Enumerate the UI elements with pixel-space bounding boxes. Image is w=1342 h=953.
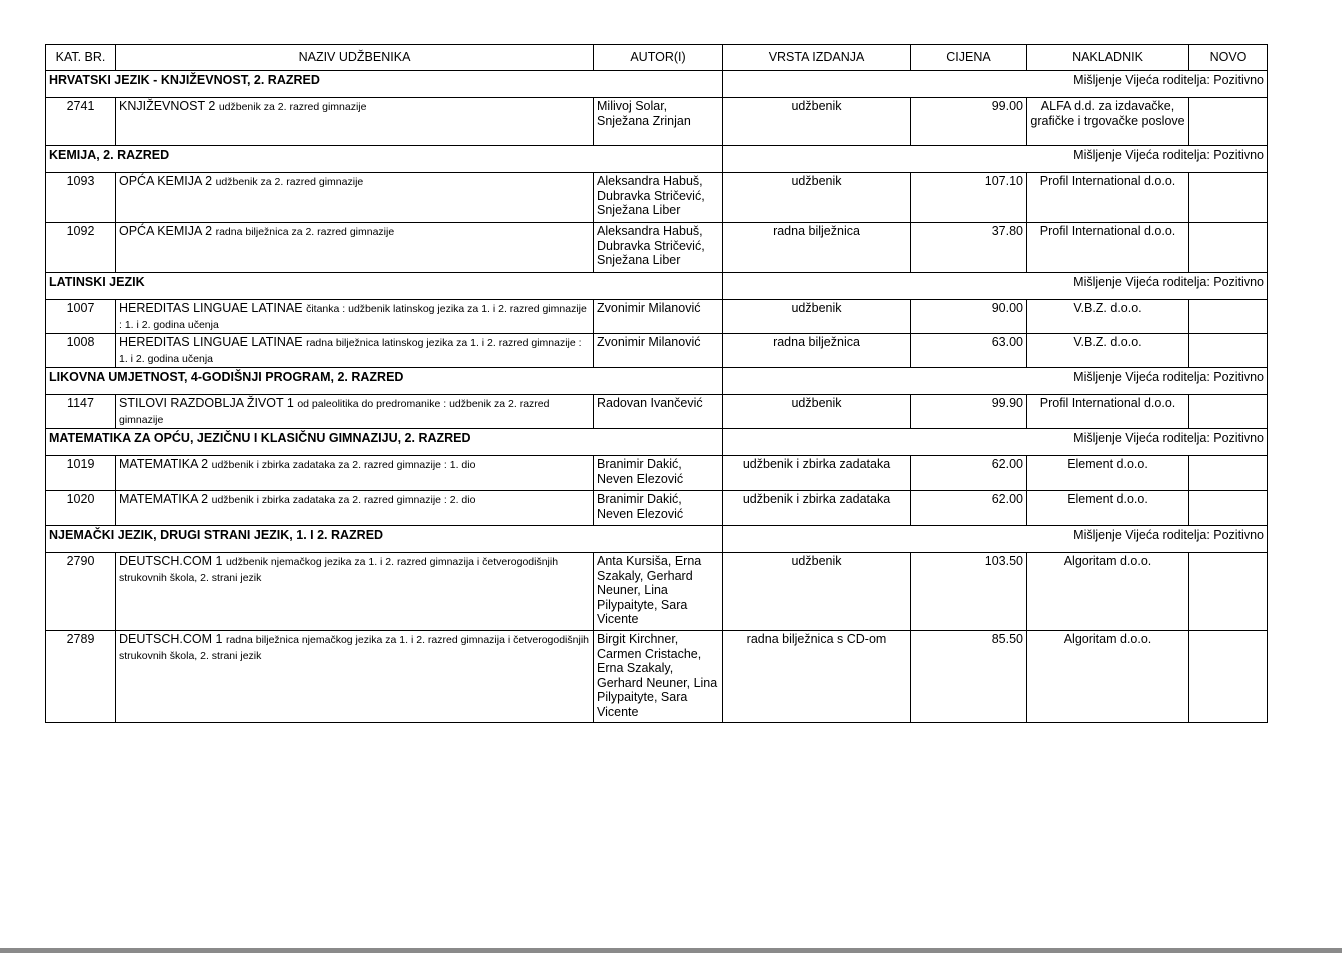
naziv-cell [116, 334, 594, 368]
section-header-row [46, 273, 1268, 300]
table-row [46, 395, 1268, 429]
naziv-cell [116, 300, 594, 334]
book-title: STILOVI RAZDOBLJA ŽIVOT 1 [119, 396, 294, 410]
section-opinion: Mišljenje Vijeća roditelja: Pozitivno [723, 526, 1268, 553]
table-row [46, 491, 1268, 526]
price-cell: 99.90 [911, 395, 1027, 429]
vrsta-cell: udžbenik [723, 553, 911, 631]
publisher-cell: Algoritam d.o.o. [1027, 553, 1189, 631]
author-cell: Branimir Dakić, Neven Elezović [594, 456, 723, 491]
header-cijena: CIJENA [911, 45, 1027, 71]
textbook-table [45, 44, 1268, 723]
kat-br-cell: 1020 [46, 491, 116, 526]
book-subtitle: radna bilježnica latinskog jezika za 1. i 2. razred gimnazije : 1. i 2. godina učenja [119, 337, 582, 365]
table-row [46, 334, 1268, 368]
book-title: DEUTSCH.COM 1 [119, 554, 223, 568]
section-opinion: Mišljenje Vijeća roditelja: Pozitivno [723, 273, 1268, 300]
book-title: KNJIŽEVNOST 2 [119, 99, 216, 113]
novo-cell [1189, 223, 1268, 273]
price-cell: 63.00 [911, 334, 1027, 368]
book-title: HEREDITAS LINGUAE LATINAE [119, 301, 303, 315]
section-opinion: Mišljenje Vijeća roditelja: Pozitivno [723, 429, 1268, 456]
kat-br-cell: 1008 [46, 334, 116, 368]
table-row [46, 223, 1268, 273]
novo-cell [1189, 300, 1268, 334]
price-cell: 99.00 [911, 98, 1027, 146]
table-row [46, 98, 1268, 146]
publisher-cell: Algoritam d.o.o. [1027, 631, 1189, 723]
table-row [46, 553, 1268, 631]
author-cell: Zvonimir Milanović [594, 334, 723, 368]
naziv-cell [116, 173, 594, 223]
author-cell: Zvonimir Milanović [594, 300, 723, 334]
kat-br-cell: 1092 [46, 223, 116, 273]
header-novo: NOVO [1189, 45, 1268, 71]
price-cell: 85.50 [911, 631, 1027, 723]
publisher-cell: Element d.o.o. [1027, 456, 1189, 491]
vrsta-cell: radna bilježnica [723, 223, 911, 273]
publisher-cell: V.B.Z. d.o.o. [1027, 300, 1189, 334]
price-cell: 62.00 [911, 456, 1027, 491]
book-title: MATEMATIKA 2 [119, 492, 209, 506]
kat-br-cell: 2741 [46, 98, 116, 146]
price-cell: 103.50 [911, 553, 1027, 631]
book-title: OPĆA KEMIJA 2 [119, 174, 213, 188]
book-title: HEREDITAS LINGUAE LATINAE [119, 335, 303, 349]
section-title: LATINSKI JEZIK [46, 273, 723, 300]
kat-br-cell: 1019 [46, 456, 116, 491]
section-opinion: Mišljenje Vijeća roditelja: Pozitivno [723, 146, 1268, 173]
novo-cell [1189, 553, 1268, 631]
author-cell: Radovan Ivančević [594, 395, 723, 429]
vrsta-cell: udžbenik [723, 98, 911, 146]
naziv-cell [116, 631, 594, 723]
section-header-row [46, 429, 1268, 456]
vrsta-cell: udžbenik [723, 300, 911, 334]
book-subtitle: udžbenik za 2. razred gimnazije [218, 101, 367, 113]
vrsta-cell: udžbenik i zbirka zadataka [723, 491, 911, 526]
table-row [46, 631, 1268, 723]
kat-br-cell: 1093 [46, 173, 116, 223]
naziv-cell [116, 491, 594, 526]
book-subtitle: udžbenik za 2. razred gimnazije [215, 176, 364, 188]
book-subtitle: udžbenik i zbirka zadataka za 2. razred gimnazije : 2. dio [211, 494, 476, 506]
bottom-border [0, 948, 1342, 953]
table-row [46, 173, 1268, 223]
publisher-cell: ALFA d.d. za izdavačke, grafičke i trgovačke poslove [1027, 98, 1189, 146]
section-title: HRVATSKI JEZIK - KNJIŽEVNOST, 2. RAZRED [46, 71, 723, 98]
vrsta-cell: udžbenik [723, 395, 911, 429]
vrsta-cell: udžbenik [723, 173, 911, 223]
section-title: KEMIJA, 2. RAZRED [46, 146, 723, 173]
section-header-row [46, 368, 1268, 395]
author-cell: Anta Kursiša, Erna Szakaly, Gerhard Neuner, Lina Pilypaityte, Sara Vicente [594, 553, 723, 631]
naziv-cell [116, 223, 594, 273]
publisher-cell: Element d.o.o. [1027, 491, 1189, 526]
author-cell: Aleksandra Habuš, Dubravka Stričević, Snježana Liber [594, 223, 723, 273]
kat-br-cell: 1147 [46, 395, 116, 429]
book-title: OPĆA KEMIJA 2 [119, 224, 213, 238]
novo-cell [1189, 395, 1268, 429]
section-header-row [46, 526, 1268, 553]
section-opinion: Mišljenje Vijeća roditelja: Pozitivno [723, 71, 1268, 98]
author-cell: Aleksandra Habuš, Dubravka Stričević, Snježana Liber [594, 173, 723, 223]
header-autor: AUTOR(I) [594, 45, 723, 71]
author-cell: Milivoj Solar, Snježana Zrinjan [594, 98, 723, 146]
table-row [46, 456, 1268, 491]
naziv-cell [116, 553, 594, 631]
kat-br-cell: 2790 [46, 553, 116, 631]
book-subtitle: čitanka : udžbenik latinskog jezika za 1. i 2. razred gimnazije : 1. i 2. godina učenja [119, 303, 587, 331]
naziv-cell [116, 395, 594, 429]
price-cell: 107.10 [911, 173, 1027, 223]
price-cell: 62.00 [911, 491, 1027, 526]
kat-br-cell: 2789 [46, 631, 116, 723]
book-title: DEUTSCH.COM 1 [119, 632, 223, 646]
book-subtitle: radna bilježnica za 2. razred gimnazije [215, 226, 395, 238]
vrsta-cell: radna bilježnica s CD-om [723, 631, 911, 723]
publisher-cell: Profil International d.o.o. [1027, 395, 1189, 429]
naziv-cell [116, 98, 594, 146]
book-subtitle: od paleolitika do predromanike : udžbenik za 2. razred gimnazije [119, 398, 550, 426]
naziv-cell [116, 456, 594, 491]
vrsta-cell: udžbenik i zbirka zadataka [723, 456, 911, 491]
header-nakladnik: NAKLADNIK [1027, 45, 1189, 71]
author-cell: Branimir Dakić, Neven Elezović [594, 491, 723, 526]
publisher-cell: Profil International d.o.o. [1027, 223, 1189, 273]
book-subtitle: udžbenik njemačkog jezika za 1. i 2. razred gimnazija i četverogodišnjih strukovnih škola, 2. strani jezik [119, 556, 559, 584]
section-header-row [46, 71, 1268, 98]
novo-cell [1189, 456, 1268, 491]
book-subtitle: radna bilježnica njemačkog jezika za 1. i 2. razred gimnazija i četverogodišnjih strukovnih škola, 2. strani jezik [119, 634, 589, 662]
section-title: LIKOVNA UMJETNOST, 4-GODIŠNJI PROGRAM, 2. RAZRED [46, 368, 723, 395]
section-title: NJEMAČKI JEZIK, DRUGI STRANI JEZIK, 1. I 2. RAZRED [46, 526, 723, 553]
publisher-cell: V.B.Z. d.o.o. [1027, 334, 1189, 368]
price-cell: 90.00 [911, 300, 1027, 334]
table-body [46, 71, 1268, 723]
author-cell: Birgit Kirchner, Carmen Cristache, Erna Szakaly, Gerhard Neuner, Lina Pilypaityte, Sara Vicente [594, 631, 723, 723]
novo-cell [1189, 334, 1268, 368]
price-cell: 37.80 [911, 223, 1027, 273]
novo-cell [1189, 173, 1268, 223]
novo-cell [1189, 98, 1268, 146]
book-title: MATEMATIKA 2 [119, 457, 209, 471]
section-title: MATEMATIKA ZA OPĆU, JEZIČNU I KLASIČNU GIMNAZIJU, 2. RAZRED [46, 429, 723, 456]
kat-br-cell: 1007 [46, 300, 116, 334]
book-subtitle: udžbenik i zbirka zadataka za 2. razred gimnazije : 1. dio [211, 459, 476, 471]
novo-cell [1189, 631, 1268, 723]
novo-cell [1189, 491, 1268, 526]
table-header-row [46, 45, 1268, 71]
section-header-row [46, 146, 1268, 173]
header-naziv: NAZIV UDŽBENIKA [116, 45, 594, 71]
vrsta-cell: radna bilježnica [723, 334, 911, 368]
section-opinion: Mišljenje Vijeća roditelja: Pozitivno [723, 368, 1268, 395]
table-row [46, 300, 1268, 334]
header-vrsta: VRSTA IZDANJA [723, 45, 911, 71]
publisher-cell: Profil International d.o.o. [1027, 173, 1189, 223]
header-kat-br: KAT. BR. [46, 45, 116, 71]
